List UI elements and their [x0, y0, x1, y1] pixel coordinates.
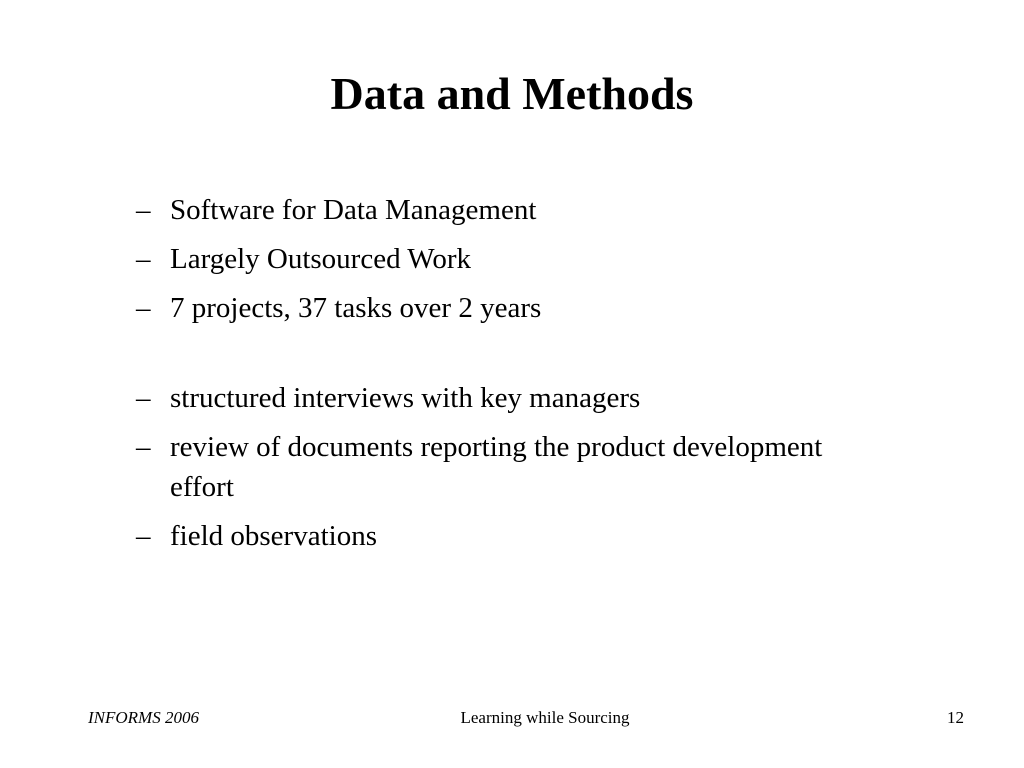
bullet-text: Software for Data Management	[170, 194, 537, 226]
bullet-item	[136, 378, 856, 418]
dash-marker: –	[136, 520, 151, 552]
slide-title: Data and Methods	[330, 68, 694, 119]
bullet-list	[136, 190, 856, 565]
footer-conference: INFORMS 2006	[88, 708, 199, 727]
bullet-text: field observations	[170, 520, 377, 552]
bullet-text: 7 projects, 37 tasks over 2 years	[170, 292, 542, 324]
bullet-item	[136, 190, 856, 230]
bullet-text: structured interviews with key managers	[170, 382, 641, 414]
bullet-text: Largely Outsourced Work	[170, 243, 472, 275]
bullet-item	[136, 516, 856, 556]
bullet-item	[136, 288, 856, 328]
bullet-text: review of documents reporting the product development effort	[170, 431, 823, 503]
dash-marker: –	[136, 194, 151, 226]
dash-marker: –	[136, 243, 151, 275]
bullet-item	[136, 427, 856, 507]
footer-presentation-title: Learning while Sourcing	[460, 708, 630, 727]
dash-marker: –	[136, 382, 151, 414]
footer-slide-number: 12	[947, 708, 964, 727]
dash-marker: –	[136, 431, 151, 463]
dash-marker: –	[136, 292, 151, 324]
bullet-item	[136, 239, 856, 279]
